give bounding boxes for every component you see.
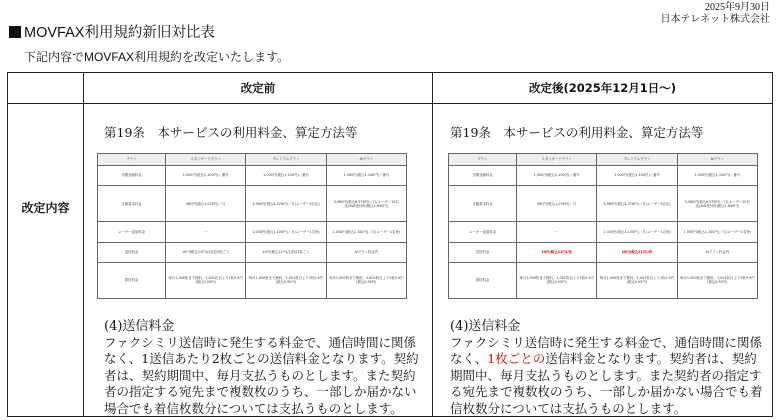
fee-cell: 毎月1,000枚まで無料、1,001枚目より1枚0.5円(税込0.55円)	[246, 262, 326, 298]
header-divider	[8, 103, 772, 104]
fee-cell: 1,000円(税込1,100円)／番号	[516, 166, 596, 186]
fee-cell: 毎月1,000枚まで無料、1,001枚目より1枚0.5円(税込0.55円)	[516, 262, 596, 298]
body-text-after-part2: 送信料金となります。契約者は、契約期間中、毎月支払うものとします。また契約者の指定する宛先まで複数枚のうち、一部しか届かない場合でも着信枚数分については支払うものとします。	[450, 351, 763, 416]
fee-cell: 1,000円(税込1,100円)／番号	[597, 166, 677, 186]
fee-row-user-add	[449, 222, 758, 242]
fee-cell: 毎月1,000枚まで無料、1,001枚目より1枚0.5円(税込0.55円)	[165, 262, 245, 298]
column-divider-2	[432, 73, 433, 416]
fee-cell: AIプラン料金内	[677, 242, 757, 262]
fee-cell: ユーザー追加料金	[98, 222, 166, 242]
fee-cell: 毎月1,000枚まで無料、1,001枚目より1枚0.5円(税込0.55円)	[597, 262, 677, 298]
company-name: 日本テレネット株式会社	[660, 14, 770, 25]
fee-cell: 初期登録料金	[98, 166, 166, 186]
fee-row-send	[449, 242, 758, 262]
section-heading-before: (4)送信料金	[104, 319, 175, 334]
fee-cell: 1,000円(税込1,100円)／番号	[677, 166, 757, 186]
fee-header-cell: AIプラン	[677, 154, 757, 166]
body-text-after-part1: ファクシミリ送信時に発生する料金で、通信時間に関係なく、	[450, 335, 763, 367]
column-divider-1	[83, 73, 84, 416]
fee-cell: 5,980円(税込6,578円)／月(ユーザー10名迄)※AI受付料(税込1,650円)	[326, 186, 406, 222]
fee-cell: 5,980円(税込6,578円)／月(ユーザー10名迄)※AI受付料(税込1,650円)	[677, 186, 757, 222]
fee-cell: 3,980円(税込4,378円)／月(ユーザー5名迄)	[597, 186, 677, 222]
body-text-after	[450, 335, 764, 417]
fee-cell: 着信料金	[98, 262, 166, 298]
fee-row-user-add	[98, 222, 407, 242]
fee-cell: 1,000円(税込1,100円)／番号	[246, 166, 326, 186]
fee-row-initial	[449, 166, 758, 186]
fee-table-after	[448, 153, 758, 299]
section-heading-after: (4)送信料金	[450, 319, 521, 334]
column-header-before: 改定前	[240, 81, 276, 95]
fee-header-cell: プレミアムプラン	[246, 154, 326, 166]
fee-header-cell: プラン	[449, 154, 517, 166]
fee-cell: AIプラン料金内	[326, 242, 406, 262]
column-header-after: 改定後(2025年12月1日～)	[528, 81, 677, 95]
fee-table-before	[97, 153, 407, 299]
document-date: 2025年9月30日	[705, 2, 770, 13]
page-title-text: MOVFAX利用規約新旧対比表	[24, 25, 215, 41]
row-label-revision: 改定内容	[21, 201, 70, 215]
fee-cell-changed: 10円(税込11円)/枚	[597, 242, 677, 262]
article-title-before: 第19条 本サービスの利用料金、算定方法等	[104, 125, 358, 140]
fee-cell: 送信料金	[98, 242, 166, 262]
fee-cell-changed: 10円(税込11円)/枚	[516, 242, 596, 262]
fee-cell: 1,000円(税込1,100円)／番号	[165, 166, 245, 186]
fee-cell: 毎月1,000枚まで無料、1,001枚目より1枚0.5円(税込0.55円)	[677, 262, 757, 298]
fee-row-send	[98, 242, 407, 262]
fee-cell: 10円(税込11円)/1送信2枚ごと	[246, 242, 326, 262]
fee-table-header	[98, 154, 407, 166]
square-bullet-icon	[9, 26, 21, 38]
fee-row-initial	[98, 166, 407, 186]
fee-header-cell: スタンダードプラン	[165, 154, 245, 166]
fee-cell: 月額基本料金	[449, 186, 517, 222]
comparison-table	[7, 72, 773, 417]
fee-table-header	[449, 154, 758, 166]
fee-cell: 着信料金	[449, 262, 517, 298]
fee-cell: 1,000円(税込1,100円)／月(ユーザー1名毎)	[677, 222, 757, 242]
fee-cell: 10円(税込11円)/1送信2枚ごと	[165, 242, 245, 262]
body-text-before: ファクシミリ送信時に発生する料金で、通信時間に関係なく、1送信あたり2枚ごとの送信料金となります。契約者は、契約期間中、毎月支払うものとします。また契約者の指定する宛先まで複数枚のうち、一部しか届かない場合でも着信枚数分については支払うものとします。	[104, 335, 419, 416]
fee-header-cell: スタンダードプラン	[516, 154, 596, 166]
fee-cell: 送信料金	[449, 242, 517, 262]
fee-row-monthly	[449, 186, 758, 222]
fee-row-monthly	[98, 186, 407, 222]
fee-cell: －	[516, 222, 596, 242]
fee-header-cell: AIプラン	[326, 154, 406, 166]
fee-header-cell: プラン	[98, 154, 166, 166]
fee-row-receive	[98, 262, 407, 298]
fee-header-cell: プレミアムプラン	[597, 154, 677, 166]
page-subtitle: 下記内容でMOVFAX利用規約を改定いたします。	[24, 50, 290, 64]
fee-cell: 1,000円(税込1,100円)／月(ユーザー1名毎)	[597, 222, 677, 242]
fee-cell: 3,980円(税込4,378円)／月(ユーザー5名迄)	[246, 186, 326, 222]
fee-cell: 毎月1,000枚まで無料、1,001枚目より1枚0.5円(税込0.55円)	[326, 262, 406, 298]
page-title	[9, 24, 215, 42]
fee-cell: 月額基本料金	[98, 186, 166, 222]
fee-cell: 1,000円(税込1,100円)／月(ユーザー1名毎)	[326, 222, 406, 242]
fee-cell: 1,000円(税込1,100円)／番号	[326, 166, 406, 186]
fee-cell: 初期登録料金	[449, 166, 517, 186]
fee-cell: 980円(税込1,078円)／月	[516, 186, 596, 222]
fee-cell: 980円(税込1,078円)／月	[165, 186, 245, 222]
highlighted-change: 1枚ごとの	[487, 351, 546, 367]
fee-cell: －	[165, 222, 245, 242]
fee-row-receive	[449, 262, 758, 298]
fee-cell: ユーザー追加料金	[449, 222, 517, 242]
fee-cell: 1,000円(税込1,100円)／月(ユーザー1名毎)	[246, 222, 326, 242]
document-date-block	[661, 2, 771, 26]
article-title-after: 第19条 本サービスの利用料金、算定方法等	[450, 125, 704, 140]
